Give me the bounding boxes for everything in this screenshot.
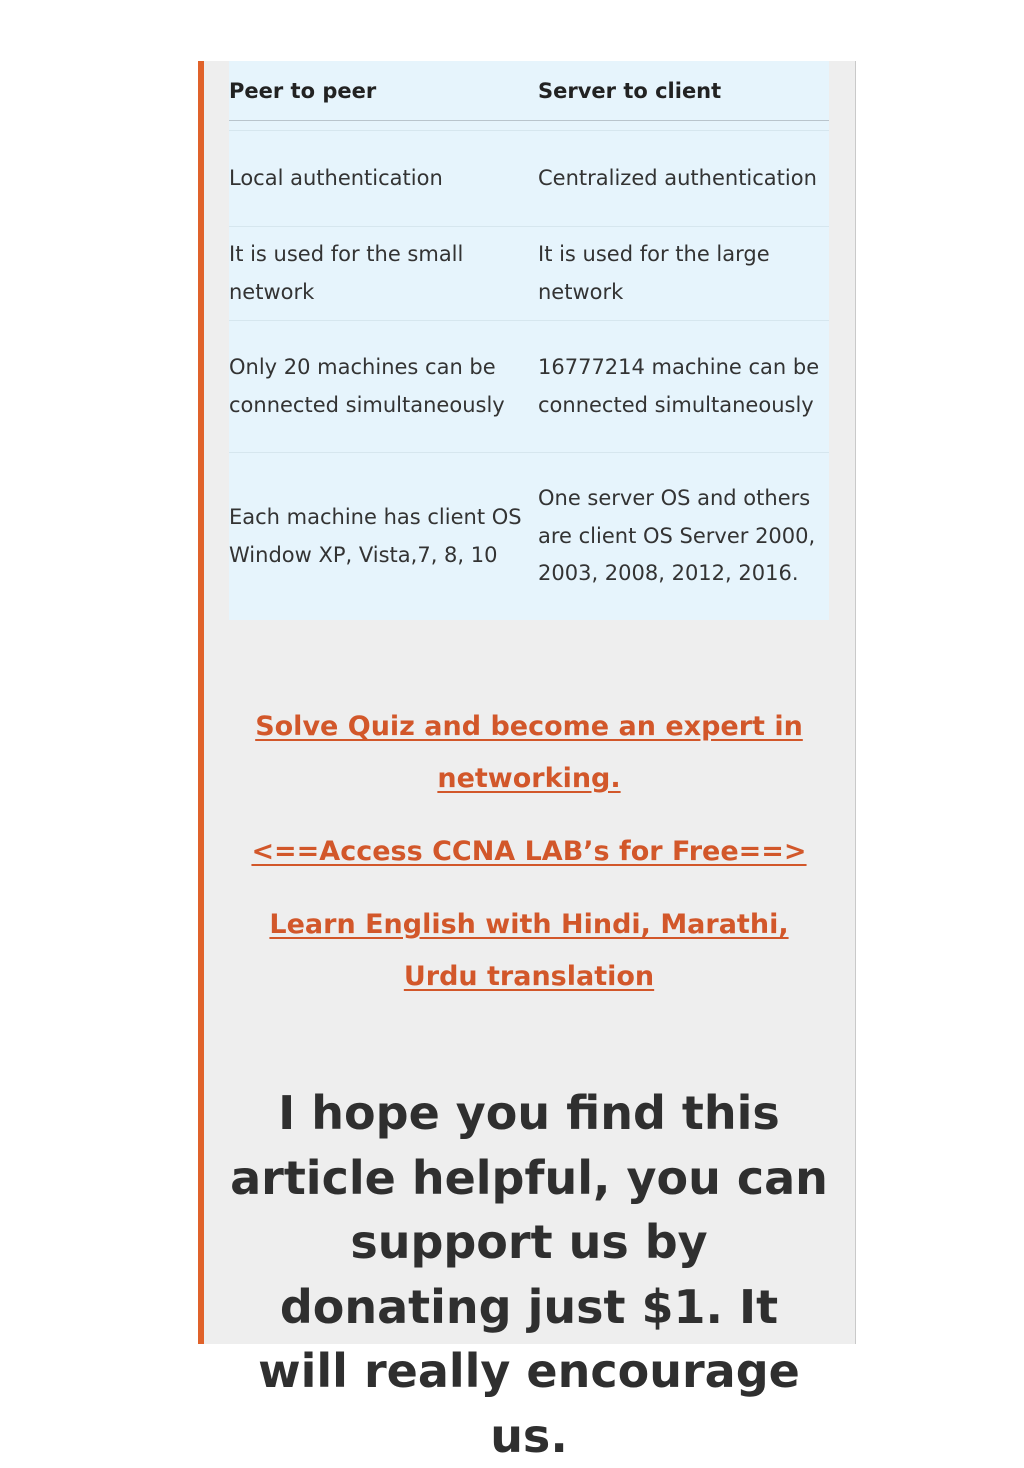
comparison-table — [229, 61, 829, 620]
header-server-to-client: Server to client — [538, 61, 829, 121]
table-cell: It is used for the small network — [229, 227, 538, 321]
promo-links — [229, 701, 829, 1003]
table-cell: Local authentication — [229, 131, 538, 227]
table-header-row — [229, 61, 829, 121]
learn-english-link[interactable]: Learn English with Hindi, Marathi, Urdu translation — [269, 909, 789, 992]
table-cell: Each machine has client OS Window XP, Vista,7, 8, 10 — [229, 505, 522, 567]
table-cell: It is used for the large network — [538, 227, 829, 321]
donation-heading: I hope you find this article helpful, you can support us by donating just $1. It will really encourage us. — [230, 1086, 828, 1463]
table-cell: Only 20 machines can be connected simultaneously — [229, 321, 538, 453]
quiz-link[interactable]: Solve Quiz and become an expert in networking. — [255, 711, 803, 794]
table-cell: 16777214 machine can be connected simultaneously — [538, 321, 829, 453]
table-cell: Centralized authentication — [538, 131, 829, 227]
table-cell: One server OS and others are client OS Server 2000, 2003, 2008, 2012, 2016. — [538, 486, 816, 586]
table-row — [229, 321, 829, 453]
table-row — [229, 227, 829, 321]
table-spacer-row — [229, 121, 829, 131]
table-row — [229, 131, 829, 227]
header-peer-to-peer: Peer to peer — [229, 61, 538, 121]
accent-bar — [198, 61, 204, 1344]
article-content-panel — [198, 61, 856, 1463]
ccna-lab-link[interactable]: <==Access CCNA LAB’s for Free==> — [251, 836, 807, 867]
table-row — [229, 453, 829, 621]
